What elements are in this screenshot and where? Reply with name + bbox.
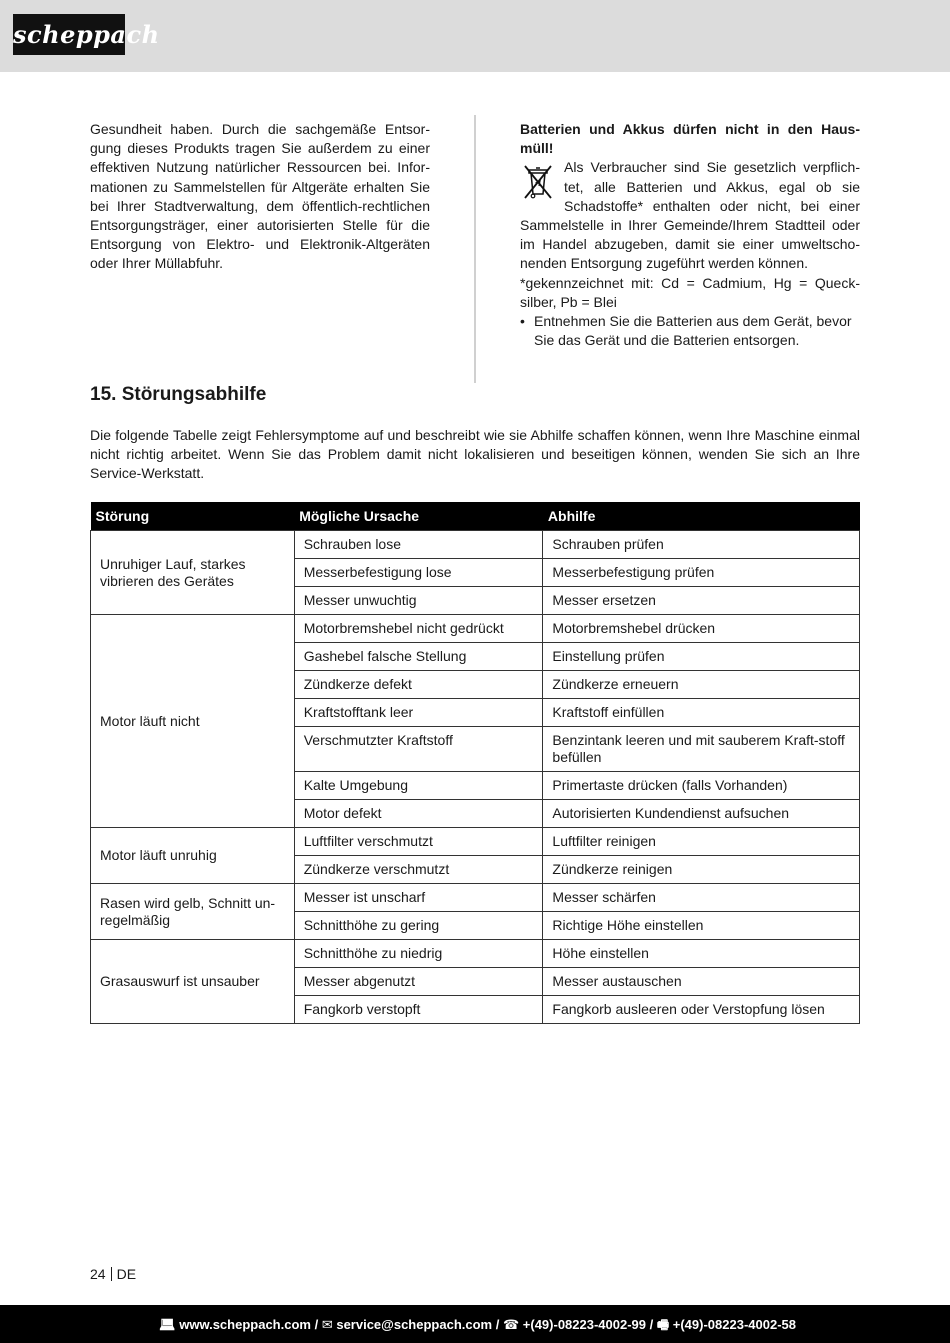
cause-cell: Schnitthöhe zu niedrig bbox=[294, 940, 543, 968]
email-link[interactable]: service@scheppach.com bbox=[336, 1317, 493, 1332]
remedy-cell: Messer schärfen bbox=[543, 884, 860, 912]
section-title: 15. Störungsabhilfe bbox=[90, 384, 267, 405]
disposal-text: Gesundheit haben. Durch die sachgemäße Entsor-gung dieses Produkts tragen Sie außerdem zu einer effektiven Nutzung natürlicher Ressourcen bei. Infor-mationen zu Sammelstellen für Altgeräte erhalten Sie bei Ihrer Stadtverwaltung, dem öffentlich-rechtlichen Entsorgungsträger, einer autorisierten Stelle für die Entsorgung von Elektro- und Elektronik-Altgeräten oder Ihrer Müllabfuhr. bbox=[90, 121, 430, 272]
remedy-cell: Motorbremshebel drücken bbox=[543, 615, 860, 643]
battery-footnote: *gekennzeichnet mit: Cd = Cadmium, Hg = Queck-silber, Pb = Blei bbox=[520, 274, 860, 310]
remedy-cell: Höhe einstellen bbox=[543, 940, 860, 968]
section-intro: Die folgende Tabelle zeigt Fehlersymptome auf und beschreibt wie sie Abhilfe schaffen können, wenn Ihre Maschine einmal nicht richtig arbeitet. Wenn Sie das Problem damit nicht lokalisieren und beseitigen können, wenden Sie sich an Ihre Service-Werkstatt. bbox=[90, 427, 860, 482]
contact-line bbox=[159, 1316, 796, 1338]
footer-separator: / bbox=[310, 1317, 322, 1332]
footer-separator: / bbox=[646, 1317, 657, 1332]
cause-cell: Zündkerze defekt bbox=[294, 671, 543, 699]
cause-cell: Schnitthöhe zu gering bbox=[294, 912, 543, 940]
cause-cell: Schrauben lose bbox=[294, 531, 543, 559]
table-row bbox=[91, 531, 860, 559]
cause-cell: Kalte Umgebung bbox=[294, 772, 543, 800]
remedy-cell: Zündkerze reinigen bbox=[543, 856, 860, 884]
remedy-cell: Benzintank leeren und mit sauberem Kraft-stoff befüllen bbox=[543, 727, 860, 772]
website-link[interactable]: www.scheppach.com bbox=[179, 1317, 311, 1332]
phone-icon: ☎︎ bbox=[502, 1317, 520, 1332]
battery-text: Als Verbraucher sind Sie gesetzlich verpflich-tet, alle Batterien und Akkus, egal ob sie Schadstoffe* enthalten oder nicht, bei einer Sammelstelle in Ihrer Gemeinde/Ihrem Stadtteil oder im Handel abzugeben, damit sie einer umweltscho-nenden Entsorgung zugeführt werden können. bbox=[520, 159, 860, 272]
header-cause: Mögliche Ursache bbox=[294, 502, 543, 531]
bullet-mark: • bbox=[520, 313, 525, 330]
cause-cell: Gashebel falsche Stellung bbox=[294, 643, 543, 671]
battery-bullet bbox=[520, 312, 860, 350]
fax-icon: 🖷︎ bbox=[656, 1317, 670, 1332]
phone-number: +(49)-08223-4002-99 bbox=[522, 1317, 647, 1332]
remedy-cell: Kraftstoff einfüllen bbox=[543, 699, 860, 727]
cause-cell: Luftfilter verschmutzt bbox=[294, 828, 543, 856]
column-divider bbox=[474, 115, 476, 383]
table-header-row bbox=[91, 502, 860, 531]
table-row bbox=[91, 884, 860, 912]
page-number-divider bbox=[111, 1267, 112, 1281]
remedy-cell: Zündkerze erneuern bbox=[543, 671, 860, 699]
cause-cell: Kraftstofftank leer bbox=[294, 699, 543, 727]
header-problem: Störung bbox=[91, 502, 295, 531]
page-number bbox=[90, 1266, 136, 1282]
remedy-cell: Schrauben prüfen bbox=[543, 531, 860, 559]
page-language: DE bbox=[116, 1266, 137, 1282]
table-row bbox=[91, 828, 860, 856]
header-remedy: Abhilfe bbox=[543, 502, 860, 531]
problem-cell: Grasauswurf ist unsauber bbox=[91, 940, 295, 1024]
page-number-value: 24 bbox=[90, 1266, 106, 1282]
bullet-text: Entnehmen Sie die Batterien aus dem Gerät, bevor Sie das Gerät und die Batterien entsorgen. bbox=[534, 313, 852, 349]
remedy-cell: Messerbefestigung prüfen bbox=[543, 559, 860, 587]
remedy-cell: Messer austauschen bbox=[543, 968, 860, 996]
cause-cell: Fangkorb verstopft bbox=[294, 996, 543, 1024]
crossed-bin-icon bbox=[520, 160, 556, 200]
page-header bbox=[0, 0, 950, 72]
page-footer bbox=[0, 1305, 950, 1343]
computer-icon: 💻︎ bbox=[159, 1317, 176, 1332]
footer-separator: / bbox=[492, 1317, 503, 1332]
mail-icon: ✉︎ bbox=[321, 1317, 333, 1332]
remedy-cell: Fangkorb ausleeren oder Verstopfung lösen bbox=[543, 996, 860, 1024]
problem-cell: Rasen wird gelb, Schnitt un-regelmäßig bbox=[91, 884, 295, 940]
remedy-cell: Einstellung prüfen bbox=[543, 643, 860, 671]
remedy-cell: Luftfilter reinigen bbox=[543, 828, 860, 856]
problem-cell: Unruhiger Lauf, starkes vibrieren des Gerätes bbox=[91, 531, 295, 615]
scheppach-logo: scheppach bbox=[13, 14, 125, 55]
table-row bbox=[91, 940, 860, 968]
cause-cell: Messer ist unscharf bbox=[294, 884, 543, 912]
cause-cell: Motorbremshebel nicht gedrückt bbox=[294, 615, 543, 643]
remedy-cell: Autorisierten Kundendienst aufsuchen bbox=[543, 800, 860, 828]
troubleshooting-table bbox=[90, 502, 860, 1024]
fax-number: +(49)-08223-4002-58 bbox=[672, 1317, 796, 1332]
cause-cell: Zündkerze verschmutzt bbox=[294, 856, 543, 884]
cause-cell: Messerbefestigung lose bbox=[294, 559, 543, 587]
table-row bbox=[91, 615, 860, 643]
cause-cell: Verschmutzter Kraftstoff bbox=[294, 727, 543, 772]
battery-notice bbox=[520, 120, 860, 350]
cause-cell: Messer abgenutzt bbox=[294, 968, 543, 996]
remedy-cell: Messer ersetzen bbox=[543, 587, 860, 615]
problem-cell: Motor läuft nicht bbox=[91, 615, 295, 828]
cause-cell: Motor defekt bbox=[294, 800, 543, 828]
problem-cell: Motor läuft unruhig bbox=[91, 828, 295, 884]
remedy-cell: Primertaste drücken (falls Vorhanden) bbox=[543, 772, 860, 800]
remedy-cell: Richtige Höhe einstellen bbox=[543, 912, 860, 940]
battery-heading: Batterien und Akkus dürfen nicht in den Haus-müll! bbox=[520, 121, 860, 157]
cause-cell: Messer unwuchtig bbox=[294, 587, 543, 615]
